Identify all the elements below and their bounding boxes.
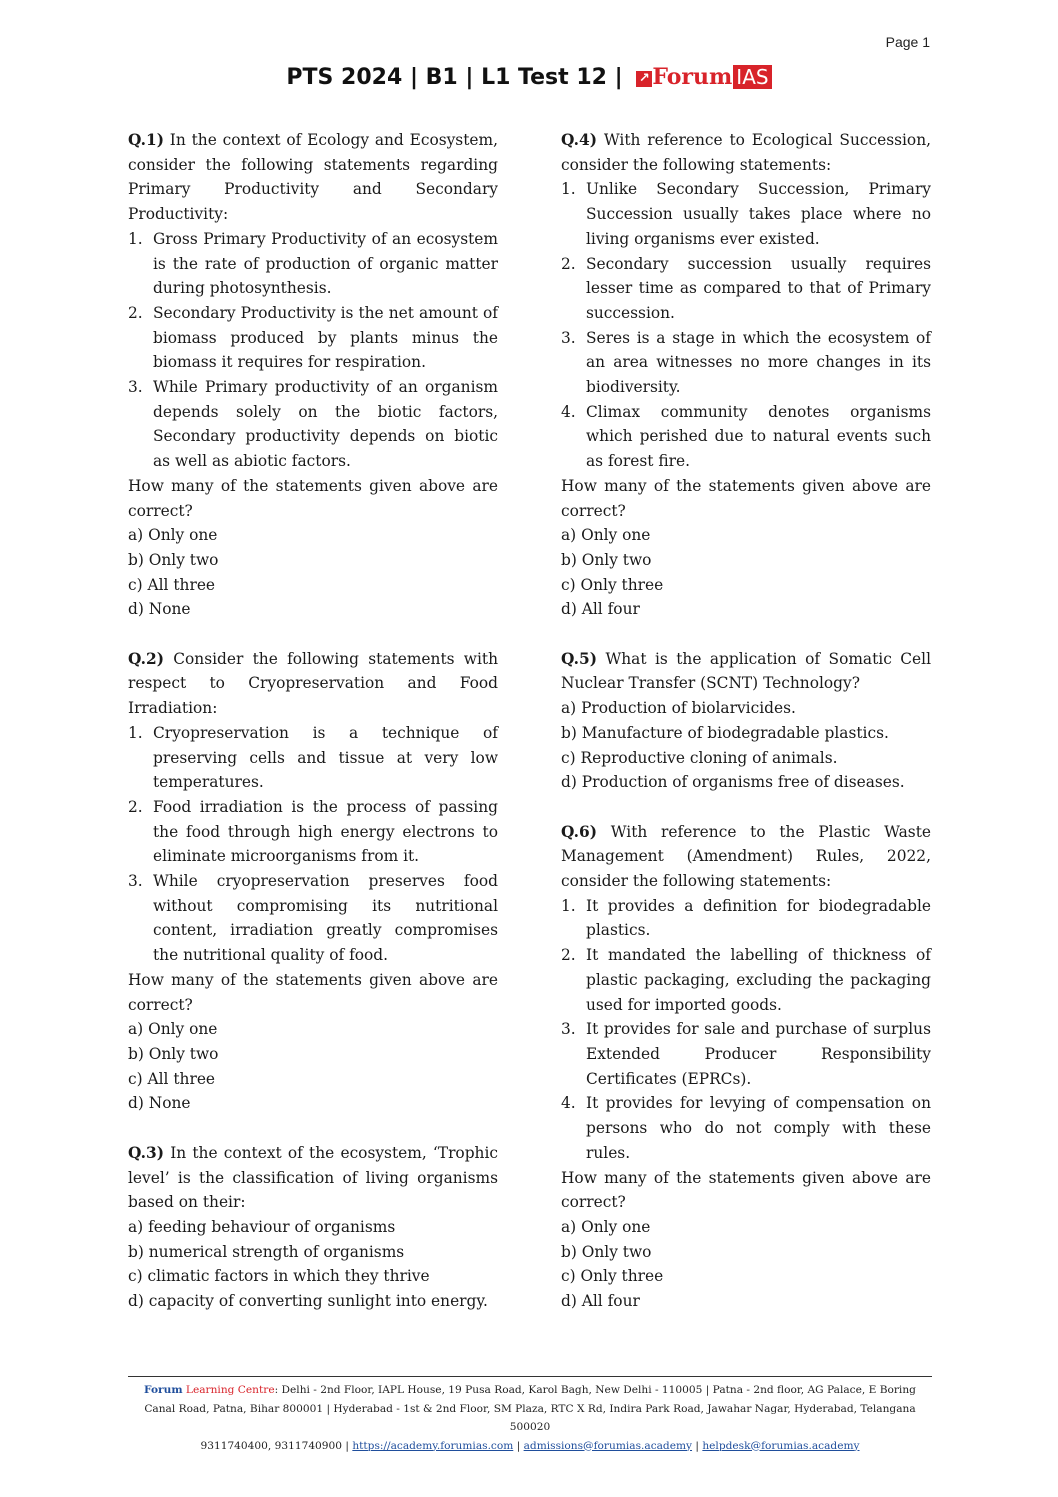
statement-item (561, 943, 931, 1017)
answer-option: d) All four (561, 600, 640, 619)
question-stem (561, 128, 931, 177)
question-prompt: How many of the statements given above are correct? (561, 1168, 931, 1212)
statement-text: It provides a definition for biodegradable plastics. (586, 896, 931, 940)
footer-colon: : (274, 1384, 279, 1396)
footer-divider (128, 1376, 932, 1377)
footer-address: Delhi - 2nd Floor, IAPL House, 19 Pusa Road, Karol Bagh, New Delhi - 110005 | Patna - 2nd floor, AG Palace, E Boring Canal Road, Patna, Bihar 800001 | Hyderabad - 1st & 2nd Floor, SM Plaza, RTC X Rd, Indira Park Road, Jawahar Nagar, Hyderabad, Telangana 500020 (144, 1384, 916, 1433)
statement-number: 2. (561, 254, 576, 273)
answer-option: d) Production of organisms free of diseases. (561, 773, 905, 792)
left-column (128, 128, 498, 1338)
statement-text: It provides for sale and purchase of surplus Extended Producer Responsibility Certificates (EPRCs). (586, 1020, 931, 1088)
statement-item (128, 795, 498, 869)
question-text: With reference to Ecological Succession, consider the following statements: (561, 131, 931, 174)
statement-list (128, 227, 498, 474)
question-prompt: How many of the statements given above are correct? (128, 970, 498, 1014)
statement-text: Food irradiation is the process of passing the food through high energy electrons to eliminate microorganisms from it. (153, 797, 498, 866)
statement-text: Gross Primary Productivity of an ecosystem is the rate of production of organic matter during photosynthesis. (153, 229, 498, 298)
question-text: Consider the following statements with respect to Cryopreservation and Food Irradiation: (128, 649, 498, 718)
statement-item (561, 894, 931, 943)
answer-option: b) Only two (128, 1045, 219, 1063)
statement-text: Unlike Secondary Succession, Primary Succession usually takes place where no living organisms ever existed. (586, 180, 931, 248)
footer (128, 1381, 932, 1455)
forumias-logo (636, 64, 771, 90)
logo-forum-text: Forum (652, 64, 733, 90)
answer-option: b) Only two (128, 550, 219, 569)
statement-item (561, 1091, 931, 1165)
answer-option: d) capacity of converting sunlight into energy. (128, 1292, 488, 1311)
question-stem (128, 128, 498, 227)
question-block (128, 1141, 498, 1314)
statement-number: 1. (561, 896, 576, 915)
statement-number: 4. (561, 1094, 576, 1113)
statement-number: 2. (561, 946, 576, 965)
statement-text: It provides for levying of compensation on persons who do not comply with these rules. (586, 1094, 931, 1162)
answer-option: a) Only one (128, 1020, 218, 1039)
footer-brand-forum: Forum (144, 1384, 183, 1396)
statement-number: 3. (128, 378, 143, 397)
question-prompt: How many of the statements given above are correct? (561, 476, 931, 520)
answer-option: a) feeding behaviour of organisms (128, 1217, 396, 1236)
question-number: Q.4) (561, 131, 597, 149)
answer-option: a) Only one (561, 1217, 651, 1236)
answer-option: a) Only one (128, 526, 218, 545)
statement-number: 2. (128, 303, 143, 322)
answer-option: a) Production of biolarvicides. (561, 699, 796, 718)
answer-option: c) climatic factors in which they thrive (128, 1267, 430, 1286)
question-number: Q.5) (561, 649, 597, 668)
statement-item (561, 177, 931, 251)
statement-text: It mandated the labelling of thickness of plastic packaging, excluding the packaging used for imported goods. (586, 946, 931, 1014)
statement-list (128, 721, 498, 968)
statement-number: 3. (561, 1020, 576, 1039)
answer-option: c) Only three (561, 575, 664, 594)
answer-option: d) All four (561, 1292, 640, 1311)
statement-number: 4. (561, 402, 576, 421)
statement-list (561, 894, 931, 1166)
question-number: Q.6) (561, 822, 597, 841)
page-title (0, 64, 1058, 90)
arrow-icon: ↗ (636, 71, 652, 87)
answer-option: a) Only one (561, 526, 651, 545)
statement-item (561, 400, 931, 474)
statement-number: 2. (128, 797, 143, 816)
statement-text: Climax community denotes organisms which perished due to natural events such as forest fire. (586, 402, 931, 471)
question-text: With reference to the Plastic Waste Management (Amendment) Rules, 2022, consider the following statements: (561, 822, 931, 891)
answer-option: b) Manufacture of biodegradable plastics. (561, 723, 889, 742)
answer-option: c) All three (128, 1069, 216, 1088)
statement-item (561, 326, 931, 400)
answer-option: b) numerical strength of organisms (128, 1242, 405, 1261)
statement-item (128, 227, 498, 301)
question-block (561, 128, 931, 622)
question-stem (561, 647, 931, 696)
footer-phones: 9311740400, 9311740900 | (200, 1439, 353, 1452)
question-prompt: How many of the statements given above are correct? (128, 476, 498, 520)
question-number: Q.2) (128, 649, 164, 668)
admissions-email-link[interactable]: admissions@forumias.academy (523, 1439, 693, 1452)
helpdesk-email-link[interactable]: helpdesk@forumias.academy (702, 1439, 860, 1452)
test-title: PTS 2024 | B1 | L1 Test 12 | (286, 65, 623, 90)
footer-separator: | (692, 1439, 703, 1452)
question-text: In the context of Ecology and Ecosystem, consider the following statements regarding Primary Productivity and Secondary Productivity: (128, 131, 498, 224)
statement-text: Seres is a stage in which the ecosystem of an area witnesses no more changes in its biodiversity. (586, 328, 931, 397)
statement-item (128, 375, 498, 474)
page-number: Page 1 (885, 34, 930, 50)
statement-text: Cryopreservation is a technique of preserving cells and tissue at very low temperatures. (153, 723, 498, 792)
statement-text: Secondary Productivity is the net amount of biomass produced by plants minus the biomass it requires for respiration. (153, 303, 498, 372)
footer-brand-learning-centre: Learning Centre (182, 1384, 275, 1396)
statement-item (128, 869, 498, 968)
answer-option: b) Only two (561, 1242, 652, 1261)
answer-option: d) None (128, 600, 191, 619)
logo-ias-text: IAS (733, 65, 771, 89)
statement-number: 1. (128, 723, 143, 742)
answer-option: d) None (128, 1094, 191, 1113)
answer-option: c) All three (128, 575, 216, 594)
question-stem (561, 820, 931, 894)
statement-number: 1. (128, 229, 143, 248)
statement-number: 3. (561, 328, 576, 347)
statement-list (561, 177, 931, 473)
question-number: Q.1) (128, 131, 164, 149)
statement-item (128, 721, 498, 795)
footer-separator: | (513, 1439, 524, 1452)
question-stem (128, 1141, 498, 1215)
statement-number: 3. (128, 872, 143, 891)
question-text: In the context of the ecosystem, ‘Trophic level’ is the classification of living organisms based on their: (128, 1143, 498, 1212)
answer-option: b) Only two (561, 550, 652, 569)
question-text: What is the application of Somatic Cell Nuclear Transfer (SCNT) Technology? (561, 649, 931, 693)
statement-item (561, 252, 931, 326)
question-block (561, 647, 931, 795)
statement-number: 1. (561, 180, 576, 199)
statement-text: While cryopreservation preserves food without compromising its nutritional content, irradiation greatly compromises the nutritional quality of food. (153, 872, 498, 965)
question-stem (128, 647, 498, 721)
answer-option: c) Only three (561, 1267, 664, 1286)
right-column (561, 128, 931, 1338)
statement-text: Secondary succession usually requires lesser time as compared to that of Primary succession. (586, 254, 931, 322)
question-block (128, 647, 498, 1116)
answer-option: c) Reproductive cloning of animals. (561, 748, 838, 767)
statement-item (561, 1017, 931, 1091)
statement-item (128, 301, 498, 375)
question-block (128, 128, 498, 622)
question-number: Q.3) (128, 1143, 164, 1162)
statement-text: While Primary productivity of an organism depends solely on the biotic factors, Secondary productivity depends on biotic as well as abiotic factors. (153, 378, 498, 471)
academy-link[interactable]: https://academy.forumias.com (352, 1439, 514, 1452)
question-block (561, 820, 931, 1314)
